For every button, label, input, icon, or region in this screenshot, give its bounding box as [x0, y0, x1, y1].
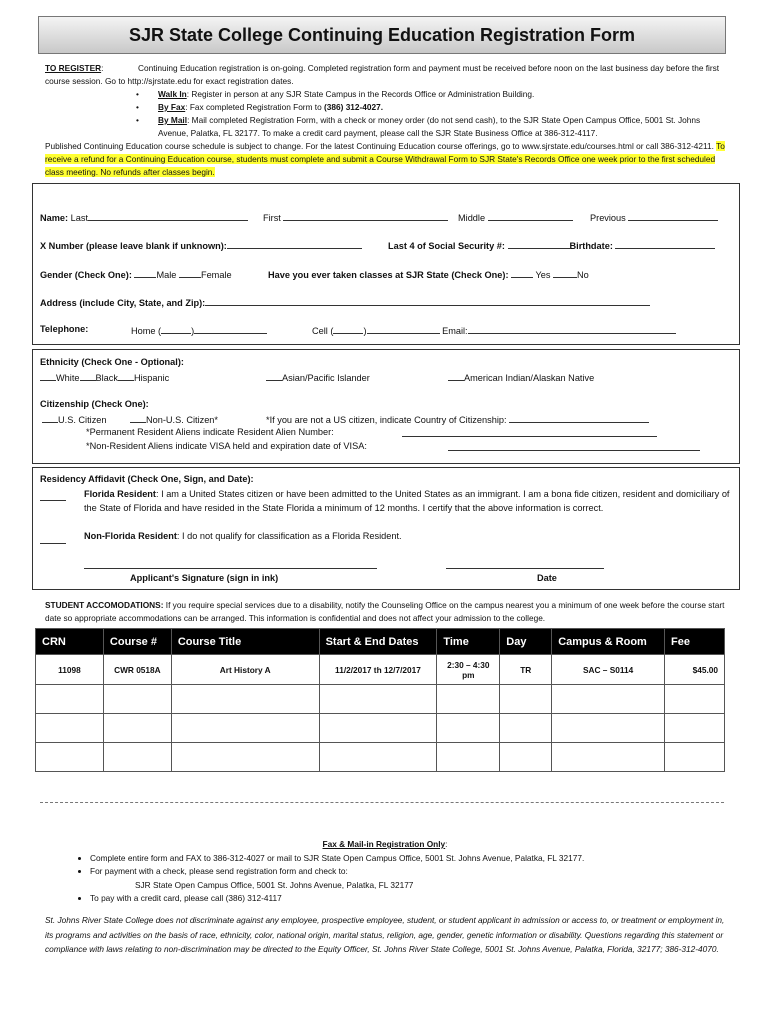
female-checkbox[interactable] — [179, 268, 201, 278]
header-fee: Fee — [665, 629, 725, 655]
divider — [40, 802, 724, 803]
address-field[interactable] — [205, 296, 650, 306]
disclaimer: St. Johns River State College does not discriminate against any employee, prospective employee, student, or student applicant in admission or access to, or treatment or employment in, its programs and activities on the basis of race, ethnicity, color, national origin, marital status, religion, age, gender, genetic information or disability. Questions regarding this statement or compliance with laws relating to non-discrimination may be directed to the Equity Officer, St. Johns River State College, 5001 St. Johns Avenue, Palatka, Florida, 32177; 386-312-4070. — [45, 915, 725, 954]
header-course: Course # — [103, 629, 171, 655]
country-field[interactable] — [509, 413, 649, 423]
header-dates: Start & End Dates — [319, 629, 437, 655]
first-name-field[interactable] — [283, 211, 448, 221]
list-item: • By Mail: Mail completed Registration Form, with a check or money order (do not send cash), to the SJR State Open Campus Office, 5001 St. Johns Avenue, Palatka, FL 32177. To make a credit card payment, please call the SJR State Business Office at 386-312-4117. — [158, 114, 725, 140]
cell-area-code-field[interactable] — [333, 324, 363, 334]
header-time: Time — [437, 629, 500, 655]
accommodations-text: STUDENT ACCOMODATIONS: If you require special services due to a disability, notify the Counseling Office on the campus nearest you a minimum of one week before the course start date so appropriate accommodations can be arranged. This information is confidential and does not affect your admission to the college. — [45, 600, 725, 623]
table-row: 11098 CWR 0518A Art History A 11/2/2017 th 12/7/2017 2:30 – 4:30 pm TR SAC – S0114 $45.00 — [36, 655, 725, 685]
list-item: • Complete entire form and FAX to 386-312-4027 or mail to SJR State Open Campus Office, 5001 St. Johns Avenue, Palatka, FL 32177. — [90, 852, 725, 866]
native-checkbox[interactable] — [448, 371, 464, 381]
table-row[interactable] — [36, 714, 725, 743]
visa-field[interactable] — [448, 441, 700, 451]
date-line[interactable] — [446, 568, 604, 569]
middle-name-field[interactable] — [488, 211, 573, 221]
florida-resident-checkbox[interactable] — [40, 491, 66, 501]
table-header-row — [36, 629, 725, 655]
form-title: SJR State College Continuing Education Registration Form — [38, 16, 726, 54]
residency-label: Residency Affidavit (Check One, Sign, and Date): — [40, 474, 254, 484]
ethnicity-label: Ethnicity (Check One - Optional): — [40, 357, 184, 367]
signature-line[interactable] — [84, 568, 377, 569]
header-day: Day — [500, 629, 552, 655]
male-checkbox[interactable] — [134, 268, 156, 278]
black-checkbox[interactable] — [80, 371, 96, 381]
header-campus: Campus & Room — [552, 629, 665, 655]
table-row[interactable] — [36, 685, 725, 714]
ssn-field[interactable] — [508, 239, 570, 249]
email-field[interactable] — [468, 324, 676, 334]
list-item: • Walk In: Register in person at any SJR State Campus in the Records Office or Administration Building. — [158, 88, 725, 101]
table-row[interactable] — [36, 743, 725, 772]
refund-notice: To receive a refund for a Continuing Education course, students must complete and submit a Course Withdrawal Form to SJR State's Records Office one week prior to the first scheduled class meeting. No refunds after classes begin. — [45, 141, 725, 177]
course-table — [35, 628, 725, 772]
us-citizen-checkbox[interactable] — [42, 413, 58, 423]
non-florida-resident-checkbox[interactable] — [40, 534, 66, 544]
published-text: Published Continuing Education course schedule is subject to change. For the latest Continuing Education course offerings, go to www.sjrstate.edu/courses.html or call 386-312-4211. — [45, 141, 717, 151]
asian-checkbox[interactable] — [266, 371, 282, 381]
name-row: Name: Last — [40, 211, 248, 223]
cell-phone-field[interactable] — [367, 324, 440, 334]
citizenship-label: Citizenship (Check One): — [40, 399, 149, 409]
header-title: Course Title — [171, 629, 319, 655]
yes-checkbox[interactable] — [511, 268, 533, 278]
non-florida-resident-text: Non-Florida Resident: I do not qualify for classification as a Florida Resident. — [84, 531, 402, 541]
birthdate-field[interactable] — [615, 239, 715, 249]
list-item: • For payment with a check, please send registration form and check to: SJR State Open Campus Office, 5001 St. Johns Avenue, Palatka, FL 32177 — [90, 865, 725, 892]
white-checkbox[interactable] — [40, 371, 56, 381]
florida-resident-text: Florida Resident: I am a United States citizen or have been admitted to the United States as an immigrant. I am a bona fide citizen, resident and domiciliary of the State of Florida and have resided in the State Florida a minimum of 12 months. I certify that the above information is correct. — [84, 489, 730, 513]
to-register-text: Continuing Education registration is on-going. Completed registration form and payment must be received before noon on the last business day before the first course session. Go to http://sjrstate.edu for exact registration dates. — [45, 63, 720, 86]
previous-name-field[interactable] — [628, 211, 718, 221]
header-crn: CRN — [36, 629, 104, 655]
last-name-field[interactable] — [88, 211, 248, 221]
personal-info-box — [32, 183, 740, 345]
intro-section: TO REGISTER: Continuing Education registration is on-going. Completed registration form and payment must be received before noon on the last business day before the first course session. Go to http://sjrstate.edu for exact registration dates. • Walk In: Register in person at any SJR State Campus in the Records Office or Administration Building. • By Fax: Fax completed Registration Form to (386) 312-4027. • By Mail: Mail completed Registration Form, with a check or money order (do not send cash), to the SJR State Open Campus Office, 5001 St. Johns Avenue, Palatka, FL 32177. To make a credit card payment, please call the SJR State Business Office at 386-312-4117. Published Continuing Education course schedule is subject to change. For the latest Continuing Education course offerings, go to www.sjrstate.edu/courses.html or call 386-312-4211. To receive a refund for a Continuing Education course, students must complete and submit a Course Withdrawal Form to SJR State's Records Office one week prior to the first scheduled class meeting. No refunds after classes begin. — [45, 62, 725, 179]
list-item: • To pay with a credit card, please call (386) 312-4117 — [90, 892, 725, 906]
x-number-field[interactable] — [227, 239, 362, 249]
home-area-code-field[interactable] — [161, 324, 191, 334]
list-item: • By Fax: Fax completed Registration Form to (386) 312-4027. — [158, 101, 725, 114]
hispanic-checkbox[interactable] — [118, 371, 134, 381]
residency-box — [32, 467, 740, 590]
no-checkbox[interactable] — [553, 268, 577, 278]
home-phone-field[interactable] — [194, 324, 267, 334]
mail-section: Fax & Mail-in Registration Only: • Complete entire form and FAX to 386-312-4027 or mail to SJR State Open Campus Office, 5001 St. Johns Avenue, Palatka, FL 32177. • For payment with a check, please send registration form and check to: SJR State Open Campus Office, 5001 St. Johns Avenue, Palatka, FL 32177 • To pay with a credit card, please call (386) 312-4117 — [45, 838, 725, 906]
non-us-citizen-checkbox[interactable] — [130, 413, 146, 423]
alien-number-field[interactable] — [402, 427, 657, 437]
to-register-label: TO REGISTER — [45, 63, 102, 73]
